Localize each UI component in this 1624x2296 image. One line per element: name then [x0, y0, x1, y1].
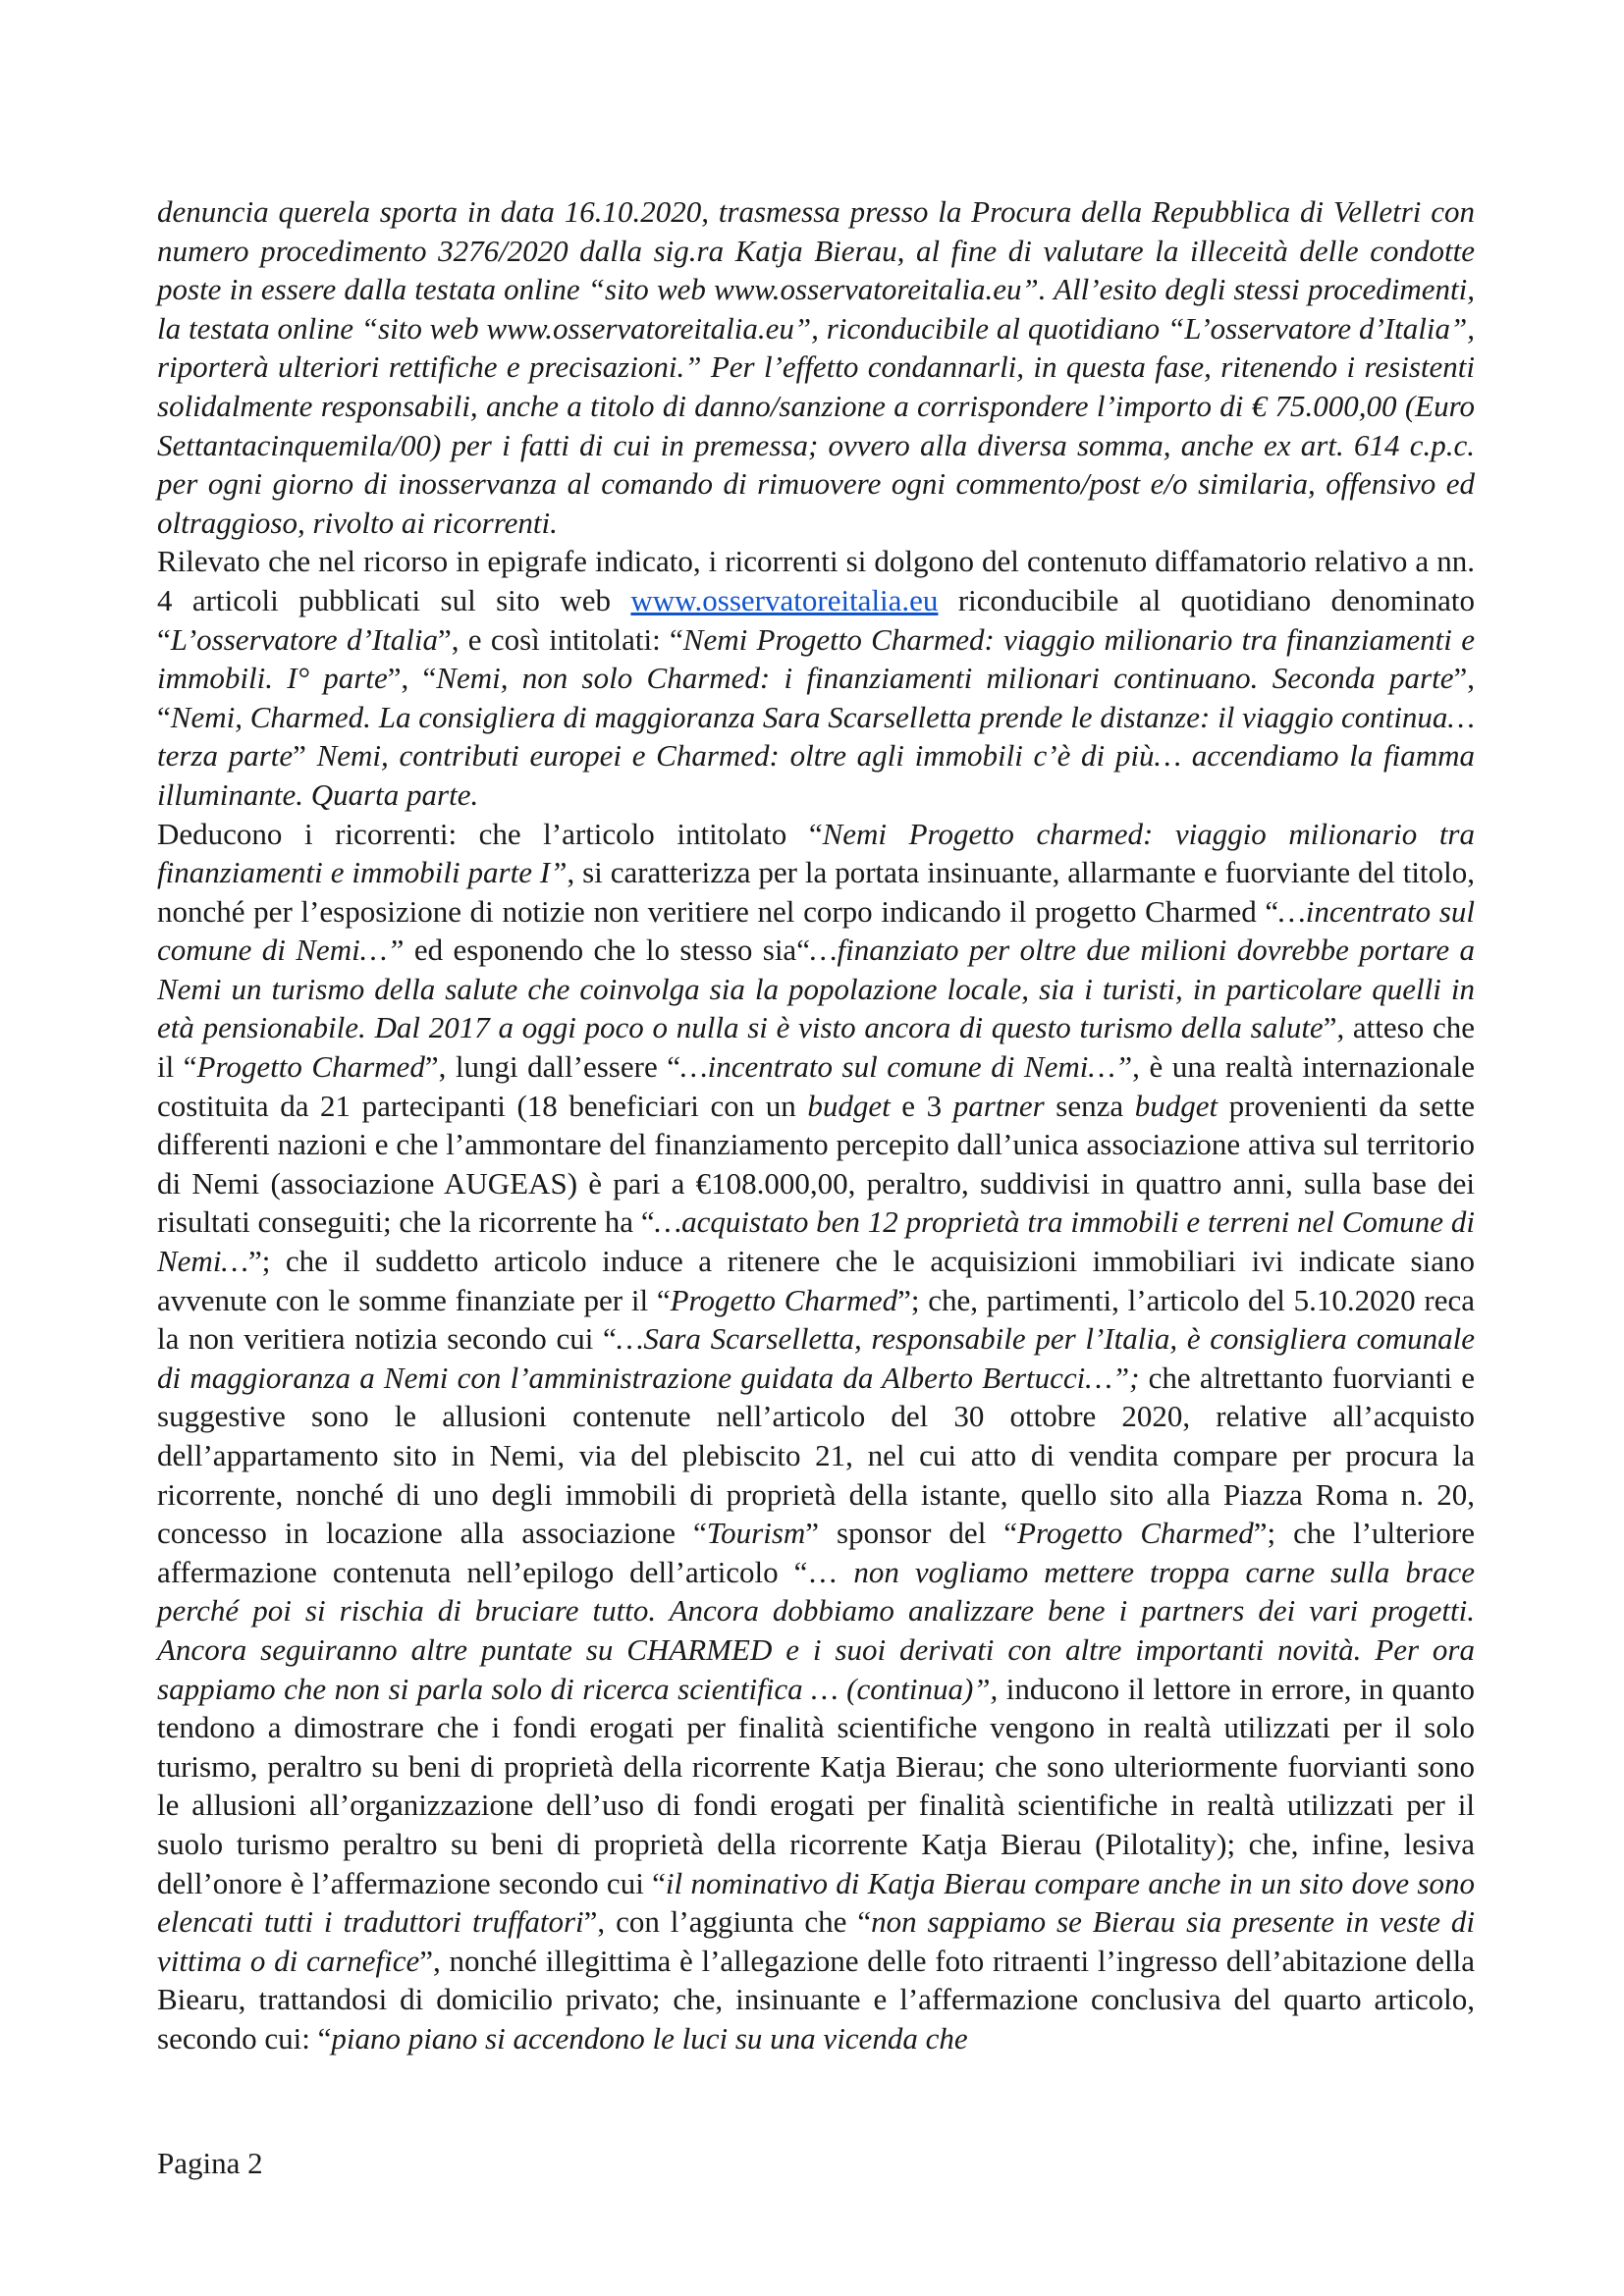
text-segment: ”; che l’ulteriore affermazione contenuta nell’epilogo dell’articolo “… [157, 1516, 1475, 1589]
quoted-text-segment: …incentrato sul comune di Nemi…” [680, 1049, 1133, 1085]
text-segment: Deducono i ricorrenti: che l’articolo intitolato “ [157, 816, 823, 851]
quoted-text-segment: …acquistato ben 12 proprietà tra immobili e terreni nel Comune di Nemi… [157, 1204, 1475, 1279]
quoted-text-segment: budget [1134, 1088, 1218, 1123]
text-segment: provenienti da sette differenti nazioni e che l’ammontare del finanziamento percepito dall’unica associazione attiva sul territorio di Nemi (associazione AUGEAS) è pari a €108.000,00, peraltro, suddivisi in quattro anni, sulla base dei risultati conseguiti; che la ricorrente ha “ [157, 1088, 1476, 1240]
text-segment: , si caratterizza per la portata insinuante, allarmante e fuorviante del titolo, nonché per l’esposizione di notizie non veritiere nel corpo indicando il progetto Charmed “ [157, 855, 1475, 929]
paragraph [157, 192, 1475, 542]
quoted-text-segment: …finanziato per oltre due milioni dovrebbe portare a Nemi un turismo della salute che coinvolga sia la popolazione locale, sia i turisti, in particolare quelli in età pensionabile. Dal 2017 a oggi poco o nulla si è visto ancora di questo turismo della salute [157, 933, 1475, 1045]
quoted-text-segment: …incentrato sul comune di Nemi…” [157, 893, 1475, 968]
paragraph [157, 815, 1475, 2058]
quoted-text-segment: il nominativo di Katja Bierau compare anche in un sito dove sono elencati tutti i traduttori truffatori [157, 1865, 1476, 1940]
quoted-text-segment: Nemi Progetto Charmed: viaggio milionario tra finanziamenti e immobili. I° parte [157, 621, 1475, 696]
quoted-text-segment: …Sara Scarselletta, responsabile per l’Italia, è consigliera comunale di maggioranza a Nemi con l’amministrazione guidata da Alberto Bertucci…”; [157, 1321, 1475, 1395]
text-segment: ” sponsor del “ [805, 1516, 1018, 1551]
quoted-text-segment: Progetto Charmed [670, 1282, 898, 1317]
text-segment: ”, e così intitolati: “ [437, 621, 683, 657]
text-segment: ”, atteso che il “ [157, 1010, 1475, 1085]
text-segment: senza [1044, 1088, 1135, 1123]
quoted-text-segment: Nemi, contributi europei e Charmed: oltre agli immobili c’è di più… accendiamo la fiamma illuminante. Quarta parte. [157, 738, 1476, 812]
quoted-text-segment: Progetto Charmed [1017, 1516, 1254, 1551]
quoted-text-segment: partner [952, 1088, 1045, 1123]
text-segment: inducono il lettore in errore, in quanto tendono a dimostrare che i fondi erogati per finalità scientifiche vengono in realtà utilizzati per il solo turismo, peraltro su beni di proprietà della ricorrente Katja Bierau; che sono ulteriormente fuorvianti sono le allusioni all’organizzazione dell’uso di fondi erogati per finalità scientifiche in realtà utilizzati per il suolo turismo peraltro su beni di proprietà della ricorrente Katja Bierau (Pilotality); che, infine, lesiva dell’onore è l’affermazione secondo cui “ [157, 1671, 1475, 1900]
quoted-text-segment: budget [807, 1088, 891, 1123]
text-segment: ed esponendo che lo stesso sia“ [404, 933, 810, 968]
quoted-text-segment: non vogliamo mettere troppa carne sulla brace perché poi si rischia di bruciare tutto. Ancora dobbiamo analizzare bene i partners dei vari progetti. Ancora seguiranno altre puntate su CHARMED e i suoi derivati con altre importanti novità. Per ora sappiamo che non si parla solo di ricerca scientifica … (continua)”, [157, 1554, 1475, 1706]
quoted-text-segment: non sappiamo se Bierau sia presente in veste di vittima o di carnefice [157, 1904, 1476, 1978]
text-segment: ”, con l’aggiunta che “ [583, 1904, 872, 1940]
website-link[interactable]: www.osservatoreitalia.eu [630, 582, 939, 617]
quoted-text-segment: piano piano si accendono le luci su una vicenda che [331, 2020, 968, 2056]
text-segment: ”; che, partimenti, l’articolo del 5.10.2020 reca la non veritiera notizia secondo cui “ [157, 1282, 1475, 1357]
text-segment: e 3 [890, 1088, 953, 1123]
text-segment: ” [293, 738, 317, 774]
text-segment: ”, “ [157, 661, 1475, 734]
quoted-text-segment: Nemi Progetto charmed: viaggio milionario tra finanziamenti e immobili parte I” [157, 816, 1475, 890]
paragraph [157, 542, 1475, 814]
quoted-text-segment: Nemi, Charmed. La consigliera di maggioranza Sara Scarselletta prende le distanze: il viaggio continua… terza parte [157, 699, 1475, 774]
quoted-text-segment: Progetto Charmed [196, 1049, 425, 1085]
quoted-text-segment: Nemi, non solo Charmed: i finanziamenti milionari continuano. Seconda parte [436, 661, 1454, 696]
text-segment: riconducibile al quotidiano denominato “ [157, 582, 1475, 657]
text-segment: ”, lungi dall’essere “ [424, 1049, 681, 1085]
text-segment: Rilevato che nel ricorso in epigrafe indicato, i ricorrenti si dolgono del contenuto diffamatorio relativo a nn. 4 articoli pubblicati sul sito web [157, 544, 1475, 617]
page-footer: Pagina 2 [157, 2146, 263, 2180]
text-segment: ”, nonché illegittima è l’allegazione delle foto ritraenti l’ingresso dell’abitazione della Biearu, trattandosi di domicilio privato; che, insinuante e l’affermazione conclusiva del quarto articolo, secondo cui: “ [157, 1943, 1475, 2056]
text-segment: che altrettanto fuorvianti e suggestive sono le allusioni contenute nell’articolo del 30 ottobre 2020, relative all’acquisto dell’appartamento sito in Nemi, via del plebiscito 21, nel cui atto di vendita compare per procura la ricorrente, nonché di uno degli immobili di proprietà della istante, quello sito alla Piazza Roma n. 20, concesso in locazione alla associazione “ [157, 1360, 1475, 1551]
document-body [157, 192, 1475, 2058]
quoted-text-segment: denuncia querela sporta in data 16.10.2020, trasmessa presso la Procura della Repubblica di Velletri con numero procedimento 3276/2020 dalla sig.ra Katja Bierau, al fine di valutare la illeceità delle condotte poste in essere dalla testata online “sito web www.osservatoreitalia.eu”. All’esito degli stessi procedimenti, la testata online “sito web www.osservatoreitalia.eu”, riconducibile al quotidiano “L’osservatore d’Italia”, riporterà ulteriori rettifiche e precisazioni.” Per l’effetto condannarli, in questa fase, ritenendo i resistenti solidalmente responsabili, anche a titolo di danno/sanzione a corrispondere l’importo di € 75.000,00 (Euro Settantacinquemila/00) per i fatti di cui in premessa; ovvero alla diversa somma, anche ex art. 614 c.p.c. per ogni giorno di inosservanza al comando di rimuovere ogni commento/post e/o similaria, offensivo ed oltraggioso, rivolto ai ricorrenti. [157, 194, 1475, 540]
text-segment: ”; che il suddetto articolo induce a ritenere che le acquisizioni immobiliari ivi indicate siano avvenute con le somme finanziate per il “ [157, 1244, 1475, 1317]
quoted-text-segment: L’osservatore d’Italia [170, 621, 438, 657]
quoted-text-segment: Tourism [706, 1516, 806, 1551]
text-segment: ”, “ [387, 661, 437, 696]
text-segment: , è una realtà internazionale costituita da 21 partecipanti (18 beneficiari con un [157, 1049, 1476, 1123]
